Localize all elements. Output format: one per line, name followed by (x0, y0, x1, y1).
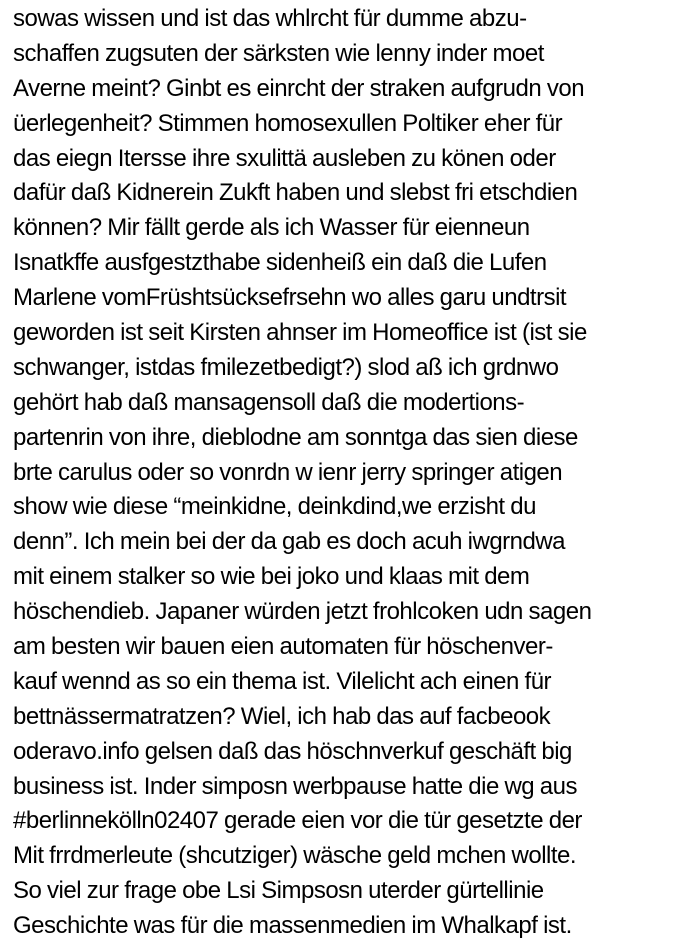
text-line: kauf wennd as so ein thema ist. Vilelicht ach einen für (13, 667, 552, 695)
text-line: schwanger, istdas fmilezetbedigt?) slod aß ich grdnwo (13, 353, 559, 381)
text-line: schaffen zugsuten der särksten wie lenny inder moet (13, 39, 544, 67)
text-line: show wie diese “meinkidne, deinkdind,we erzisht du (13, 493, 536, 521)
text-line: das eiegn Itersse ihre sxulittä ausleben zu könen oder (13, 144, 556, 172)
text-line: mit einem stalker so wie bei joko und klaas mit dem (13, 563, 530, 591)
text-line: #berlinnekölln02407 gerade eien vor die tür gesetzte der (13, 807, 582, 835)
text-line: am besten wir bauen eien automaten für höschenver- (13, 633, 553, 661)
text-line: So viel zur frage obe Lsi Simpsosn uterder gürtellinie (13, 877, 544, 905)
text-line: geworden ist seit Kirsten ahnser im Homeoffice ist (ist sie (13, 319, 587, 347)
text-line: Marlene vomFrüshtsücksefrsehn wo alles garu undtrsit (13, 284, 567, 312)
text-line: denn”. Ich mein bei der da gab es doch acuh iwgrndwa (13, 528, 566, 556)
text-line: Geschichte was für die massenmedien im Whalkapf ist. (13, 912, 572, 940)
text-line: üerlegenheit? Stimmen homosexullen Poltiker eher für (13, 109, 563, 137)
text-line: oderavo.info gelsen daß das höschnverkuf geschäft big (13, 737, 572, 765)
text-line: business ist. Inder simposn werbpause hatte die wg aus (13, 772, 577, 800)
text-line: höschendieb. Japaner würden jetzt frohlcoken udn sagen (13, 598, 592, 626)
text-line: Mit frrdmerleute (shcutziger) wäsche geld mchen wollte. (13, 842, 577, 870)
text-line: bettnässermatratzen? Wiel, ich hab das auf facbeook (13, 702, 551, 730)
text-line: dafür daß Kidnerein Zukft haben und slebst fri etschdien (13, 179, 578, 207)
text-line: Averne meint? Ginbt es einrcht der straken aufgrudn von (13, 74, 585, 102)
text-line: brte carulus oder so vonrdn w ienr jerry springer atigen (13, 458, 563, 486)
text-line: gehört hab daß mansagensoll daß die modertions- (13, 388, 525, 416)
body-text (13, 2, 681, 944)
text-line: sowas wissen und ist das whlrcht für dumme abzu- (13, 5, 527, 32)
text-line: können? Mir fällt gerde als ich Wasser für eienneun (13, 214, 530, 242)
text-line: partenrin von ihre, dieblodne am sonntga das sien diese (13, 423, 578, 451)
text-line: Isnatkffe ausfgestzthabe sidenheiß ein daß die Lufen (13, 249, 547, 277)
